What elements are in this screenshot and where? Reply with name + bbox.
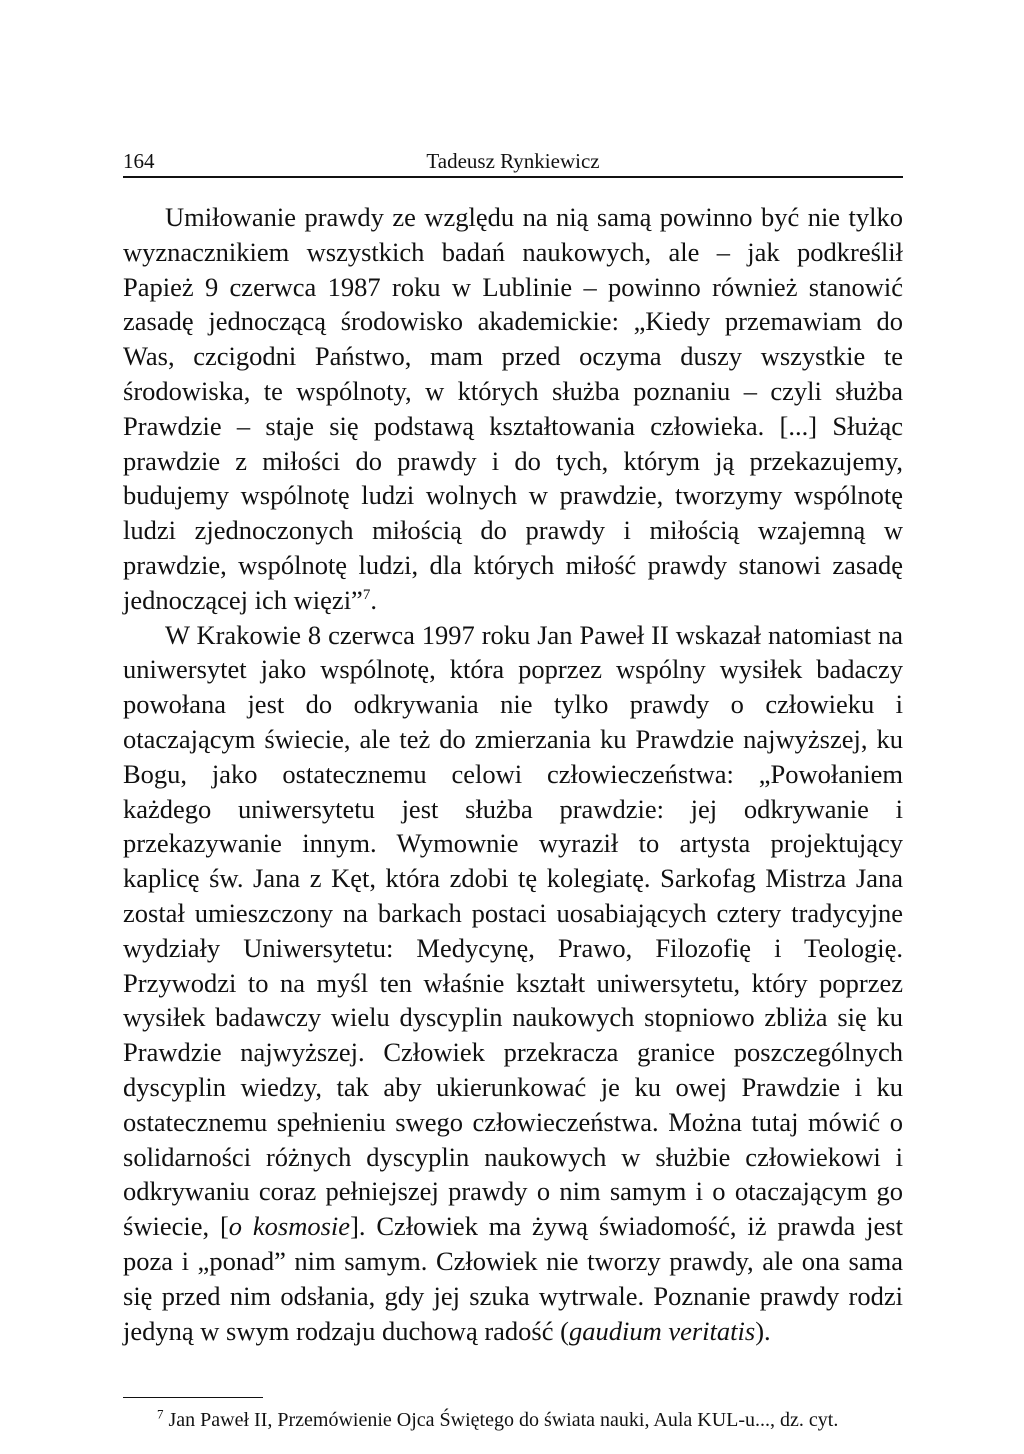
paragraph-2-text-b: ]. Człowiek ma żywą świadomość, iż prawda jest poza i „ponad” nim samym. Człowiek nie tworzy prawdy, ale ona sama się przed nim odsłania, gdy jej szuka wytrwale. Poznanie prawdy rodzi jedyną w swym rodzaju duchową radość ( [123, 1211, 903, 1346]
footnote-reference: 7 [362, 586, 371, 603]
paragraph-2-end: ). [755, 1315, 771, 1346]
paragraph-2-text-a: W Krakowie 8 czerwca 1997 roku Jan Paweł II wskazał natomiast na uniwersytet jako wspólnotę, która poprzez wspólny wysiłek badaczy powołana jest do odkrywania nie tylko prawdy o człowieku i otaczającym świecie, ale też do zmierzania ku Prawdzie najwyższej, ku Bogu, jako ostatecznemu celowi człowieczeństwa: „Powołaniem każdego uniwersytetu jest służba prawdzie: jej odkrywanie i przekazywanie innym. Wymownie wyraził to artysta projektujący kaplicę św. Jana z Kęt, która zdobi tę kolegiatę. Sarkofag Mistrza Jana został umieszczony na barkach postaci uosabiających cztery tradycyjne wydziały Uniwersytetu: Medycynę, Prawo, Filozofię i Teologię. Przywodzi to na myśl ten właśnie kształt uniwersytetu, który poprzez wysiłek badawczy wielu dyscyplin naukowych stopniowo zbliża się ku Prawdzie najwyższej. Człowiek przekracza granice poszczególnych dyscyplin wiedzy, tak aby ukierunkować je ku owej Prawdzie i ku ostatecznemu spełnieniu swego człowieczeństwa. Można tutaj mówić o solidarności różnych dyscyplin naukowych w służbie człowiekowi i odkrywaniu coraz pełniejszej prawdy o nim samym i o otaczającym go świecie, [ [123, 619, 903, 1242]
paragraph-1-text: Umiłowanie prawdy ze względu na nią samą powinno być nie tylko wyznacznikiem wszystkich badań naukowych, ale – jak podkreślił Papież 9 czerwca 1987 roku w Lublinie – powinno również stanowić zasadę jednoczącą środowisko akademickie: „Kiedy przemawiam do Was, czcigodni Państwo, mam przed oczyma duszy wszystkie te środowiska, te wspólnoty, w których służba poznaniu – czyli służba Prawdzie – staje się podstawą kształtowania człowieka. [...] Służąc prawdzie z miłości do prawdy i do tych, którym ją przekazujemy, budujemy wspólnotę ludzi wolnych w prawdzie, tworzymy wspólnotę ludzi zjednoczonych miłością do prawdy i miłością wzajemną w prawdzie, wspólnotę ludzi, dla których miłość prawdy stanowi zasadę jednoczącej ich więzi” [123, 202, 903, 615]
footnote-text: Jan Paweł II, Przemówienie Ojca Świętego do świata nauki, Aula KUL-u..., dz. cyt. [168, 1409, 839, 1432]
italic-phrase-gaudium: gaudium veritatis [568, 1315, 756, 1346]
book-page [123, 146, 903, 1454]
running-head-author: Tadeusz Rynkiewicz [426, 149, 600, 173]
footnote-rule [123, 1397, 263, 1398]
paragraph-1 [123, 200, 903, 618]
page-number: 164 [123, 149, 155, 173]
paragraph-2 [123, 618, 903, 1349]
footnote [123, 1407, 903, 1434]
footnote-number: 7 [157, 1406, 164, 1422]
body-text [123, 200, 903, 1348]
italic-phrase-kosmos: o kosmosie [228, 1211, 351, 1242]
paragraph-1-end: . [370, 584, 377, 615]
running-head [123, 146, 903, 178]
